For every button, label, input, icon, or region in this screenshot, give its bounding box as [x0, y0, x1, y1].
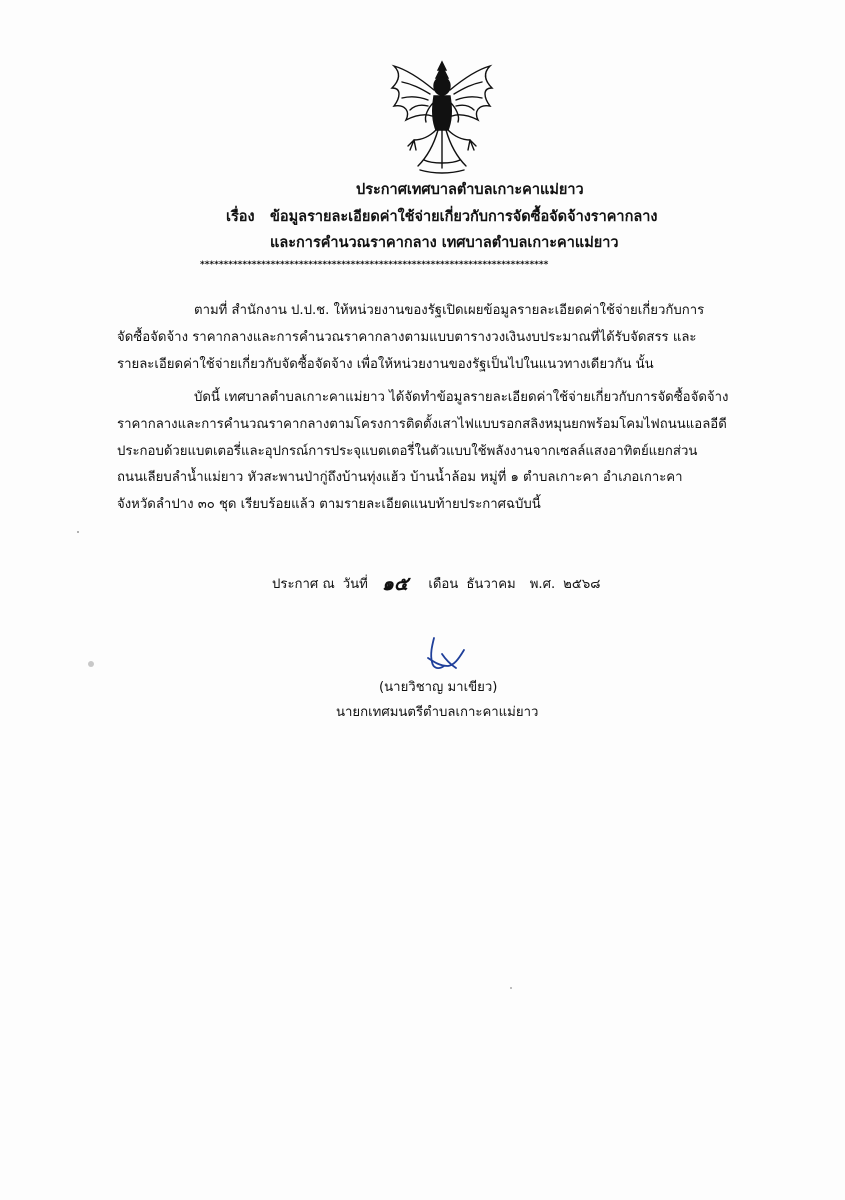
- paragraph-2-line-3: ประกอบด้วยแบตเตอรี่และอุปกรณ์การประจุแบตเตอรี่ในตัวแบบใช้พลังงานจากเซลล์แสงอาทิตย์แยกส่วน: [117, 444, 698, 459]
- signatory-name: (นายวิชาญ มาเขียว): [379, 680, 498, 695]
- paragraph-2-line-4: ถนนเลียบลำน้ำแม่ยาว หัวสะพานป่ากู่ถึงบ้านทุ่งแฮ้ว บ้านน้ำล้อม หมู่ที่ ๑ ตำบลเกาะคา อำเภอเกาะคา: [117, 470, 683, 485]
- date-prefix: ประกาศ ณ: [272, 577, 335, 592]
- subject-label: เรื่อง: [226, 209, 255, 225]
- scan-speck: [88, 661, 94, 667]
- month-value: ธันวาคม: [466, 577, 516, 592]
- paragraph-1-line-2: จัดซื้อจัดจ้าง ราคากลางและการคำนวณราคากลางตามแบบตารางวงเงินงบประมาณที่ได้รับจัดสรร และ: [117, 330, 697, 345]
- month-label: เดือน: [428, 577, 459, 592]
- subject-line-1: ข้อมูลรายละเอียดค่าใช้จ่ายเกี่ยวกับการจัดซื้อจัดจ้างราคากลาง: [270, 209, 658, 225]
- garuda-emblem-icon: [388, 60, 496, 174]
- paragraph-2-line-2: ราคากลางและการคำนวณราคากลางตามโครงการติดตั้งเสาไฟแบบรอกสลิงหมุนยกพร้อมโคมไฟถนนแอลอีดี: [117, 417, 727, 432]
- scan-speck: [77, 531, 79, 533]
- signature-icon: [420, 636, 470, 678]
- day-label: วันที่: [342, 577, 368, 592]
- day-value: ๑๕: [381, 573, 409, 595]
- paragraph-2-line-1: บัดนี้ เทศบาลตำบลเกาะคาแม่ยาว ได้จัดทำข้อมูลรายละเอียดค่าใช้จ่ายเกี่ยวกับการจัดซื้อจัดจ้าง: [194, 390, 729, 405]
- subject-line-2: และการคำนวณราคากลาง เทศบาลตำบลเกาะคาแม่ยาว: [270, 235, 619, 251]
- year-value: ๒๕๖๘: [563, 577, 601, 592]
- announcement-title: ประกาศเทศบาลตำบลเกาะคาแม่ยาว: [356, 182, 584, 198]
- announcement-date: [272, 572, 600, 597]
- paragraph-1-line-3: รายละเอียดค่าใช้จ่ายเกี่ยวกับจัดซื้อจัดจ้าง เพื่อให้หน่วยงานของรัฐเป็นไปในแนวทางเดียวกัน นั้น: [117, 357, 654, 372]
- scan-speck: [510, 987, 512, 989]
- year-label: พ.ศ.: [529, 577, 556, 592]
- signatory-position: นายกเทศมนตรีตำบลเกาะคาแม่ยาว: [336, 705, 539, 720]
- asterisk-separator: **************************************************************************: [200, 260, 549, 270]
- paragraph-2-line-5: จังหวัดลำปาง ๓๐ ชุด เรียบร้อยแล้ว ตามรายละเอียดแนบท้ายประกาศฉบับนี้: [117, 497, 541, 512]
- paragraph-1-line-1: ตามที่ สำนักงาน ป.ป.ช. ให้หน่วยงานของรัฐเปิดเผยข้อมูลรายละเอียดค่าใช้จ่ายเกี่ยวกับการ: [194, 303, 705, 318]
